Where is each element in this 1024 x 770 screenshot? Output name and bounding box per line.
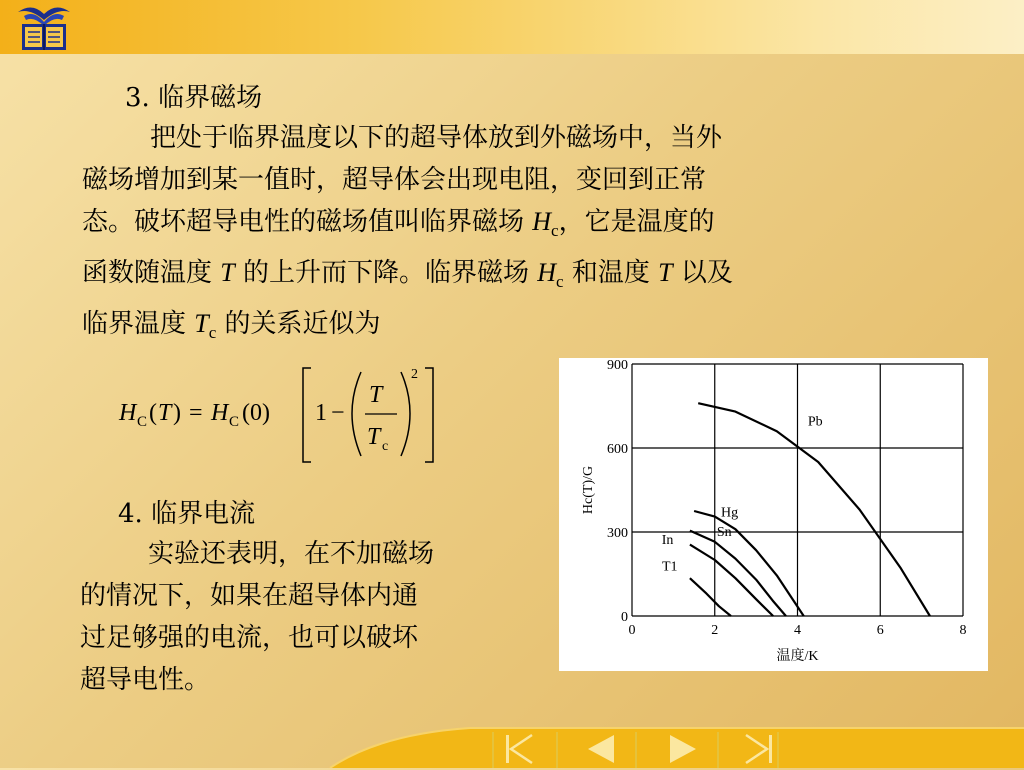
- formula-h: H: [119, 400, 137, 426]
- formula-denominator: T: [367, 424, 381, 450]
- paragraph-line: 函数随温度 T 的上升而下降。临界磁场 $H_c$ 和温度 T 以及: [82, 258, 733, 291]
- next-slide-button[interactable]: [658, 732, 704, 766]
- first-slide-button[interactable]: [498, 732, 544, 766]
- paragraph-line: 过足够强的电流，也可以破坏: [80, 623, 419, 653]
- y-tick-label: 900: [607, 358, 628, 373]
- nav-separator: [635, 732, 637, 768]
- series-line-hg: [694, 511, 804, 616]
- y-tick-label: 0: [621, 610, 628, 625]
- series-line-t1: [690, 578, 731, 616]
- formula-lparen: (: [149, 400, 157, 426]
- formula-numerator: T: [369, 382, 383, 408]
- formula-sub-c: C: [137, 414, 148, 430]
- series-label: Pb: [807, 414, 823, 430]
- series-line-sn: [690, 531, 786, 616]
- formula-h: H: [211, 400, 229, 426]
- paragraph-line: 磁场增加到某一值时，超导体会出现电阻，变回到正常: [82, 165, 707, 195]
- paragraph-line: 态。破坏超导电性的磁场值叫临界磁场 $H_c$，它是温度的: [82, 207, 715, 240]
- paragraph-line: 把处于临界温度以下的超导体放到外磁场中，当外: [150, 123, 723, 153]
- formula-exponent: 2: [411, 367, 418, 382]
- x-tick-label: 0: [628, 623, 636, 638]
- formula-right-bracket: [425, 368, 433, 462]
- section-4-paragraph: [80, 533, 540, 701]
- skip-last-icon: [734, 732, 780, 766]
- previous-slide-button[interactable]: [578, 732, 624, 766]
- x-tick-label: 2: [711, 623, 719, 638]
- paragraph-line: 超导电性。: [80, 665, 211, 695]
- paragraph-line: 临界温度 $T_c$ 的关系近似为: [82, 309, 381, 342]
- formula-minus: −: [331, 400, 345, 426]
- paragraph-line: 实验还表明，在不加磁场: [148, 539, 435, 569]
- chart-svg: [559, 358, 988, 671]
- arrow-left-icon: [578, 732, 624, 766]
- nav-separator: [492, 732, 494, 768]
- series-label: Sn: [716, 525, 732, 541]
- section-4-heading: 4. 临界电流: [118, 499, 256, 529]
- last-slide-button[interactable]: [734, 732, 780, 766]
- formula-zero: (0): [242, 400, 270, 426]
- critical-field-formula: [105, 358, 445, 470]
- y-tick-label: 300: [607, 526, 628, 541]
- series-label: In: [661, 532, 674, 548]
- nav-separator: [556, 732, 558, 768]
- formula-one: 1: [315, 400, 327, 426]
- series-label: Hg: [720, 505, 739, 521]
- nav-separator: [777, 732, 779, 768]
- formula-equals: =: [189, 400, 203, 426]
- paragraph-line: 的情况下，如果在超导体内通: [80, 581, 419, 611]
- x-tick-label: 6: [876, 623, 884, 638]
- formula-rparen: ): [173, 400, 181, 426]
- formula-sub-c: C: [229, 414, 240, 430]
- formula-t: T: [158, 400, 172, 426]
- formula-denominator-sub: c: [382, 439, 389, 454]
- formula-right-paren: [401, 372, 410, 456]
- arrow-right-icon: [658, 732, 704, 766]
- section-3-paragraph: [82, 117, 942, 354]
- x-tick-label: 4: [794, 623, 801, 638]
- title-bar: [0, 0, 1024, 54]
- section-3-heading: 3. 临界磁场: [125, 83, 263, 113]
- critical-field-chart: [559, 358, 988, 671]
- x-axis-label: 温度/K: [776, 649, 819, 664]
- x-tick-label: 8: [959, 623, 967, 638]
- y-tick-label: 600: [607, 442, 628, 457]
- formula-left-bracket: [303, 368, 311, 462]
- university-logo-icon: [14, 2, 74, 54]
- y-axis-label: Hc(T)/G: [581, 465, 596, 515]
- formula-left-paren: [352, 372, 361, 456]
- nav-separator: [717, 732, 719, 768]
- skip-first-icon: [498, 732, 544, 766]
- series-label: T1: [661, 559, 678, 575]
